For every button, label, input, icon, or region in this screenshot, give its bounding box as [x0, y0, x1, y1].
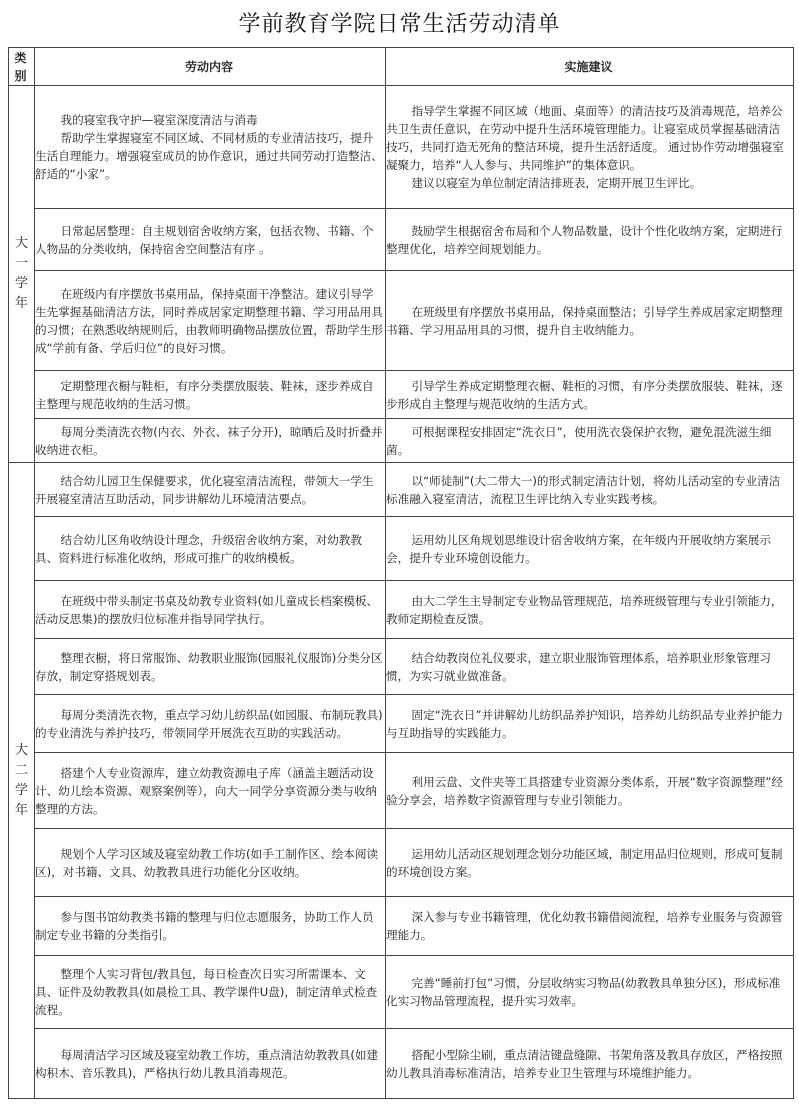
suggestion-cell [386, 1029, 794, 1099]
table-header-row [9, 48, 794, 86]
content-paragraph: 搭建个人专业资源库，建立幼教资源电子库（涵盖主题活动设计、幼儿绘本资源、观察案例等），向大一同学分享资源分类与收纳整理的方法。 [35, 765, 378, 816]
content-cell [35, 695, 386, 753]
content-paragraph: 整理衣橱，将日常服饰、幼教职业服饰(园服礼仪服饰)分类分区存放，制定穿搭规划表。 [35, 650, 383, 683]
table-row [9, 371, 794, 419]
content-cell [35, 86, 386, 209]
content-paragraph: 整理个人实习背包/教具包，每日检查次日实习所需课本、文具、证件及幼教教具(如晨检工具、教学课件U盘)，制定清单式检查流程。 [35, 967, 378, 1017]
content-cell [35, 753, 386, 829]
table-row [9, 753, 794, 829]
suggestion-paragraph: 引导学生养成定期整理衣橱、鞋柜的习惯，有序分类摆放服装、鞋袜，逐步形成自主整理与规范收纳的生活方式。 [386, 378, 783, 411]
suggestion-paragraph: 固定“洗衣日”并讲解幼儿纺织品养护知识，培养幼儿纺织品专业养护能力与互助指导的实践能力。 [386, 707, 783, 740]
suggestion-paragraph: 可根据课程安排固定“洗衣日”，使用洗衣袋保护衣物，避免混洗滋生细菌。 [386, 424, 772, 457]
content-cell [35, 271, 386, 371]
table-row [9, 517, 794, 581]
content-paragraph: 帮助学生掌握寝室不同区域、不同材质的专业清洁技巧，提升生活自理能力。增强寝室成员的协作意识，通过共同劳动打造整洁、舒适的“小家”。 [35, 131, 383, 181]
suggestion-cell [386, 829, 794, 897]
content-paragraph: 在班级中带头制定书桌及幼教专业资料(如儿童成长档案模板、活动反思集)的摆放归位标准并指导同学执行。 [35, 593, 379, 626]
suggestion-paragraph: 以“师徒制”(大二带大一)的形式制定清洁计划，将幼儿活动室的专业清洁标准融入寝室清洁，流程卫生评比纳入专业实践考核。 [386, 473, 781, 506]
content-paragraph: 日常起居整理：自主规划宿舍收纳方案，包括衣物、书籍、个人物品的分类收纳，保持宿舍空间整洁有序 。 [35, 223, 374, 256]
category-cell [9, 463, 35, 1099]
content-cell [35, 581, 386, 639]
content-paragraph: 结合幼儿园卫生保健要求，优化寝室清洁流程，带领大一学生开展寝室清洁互助活动，同步讲解幼儿环境清洁要点。 [35, 473, 374, 506]
suggestion-paragraph: 结合幼教岗位礼仪要求，建立职业服饰管理体系，培养职业形象管理习惯，为实习就业做准备。 [386, 650, 771, 683]
table-row [9, 86, 794, 209]
table-row [9, 419, 794, 463]
suggestion-paragraph: 指导学生掌握不同区域（地面、桌面等）的清洁技巧及消毒规范，培养公共卫生责任意识，在劳动中提升生活环境管理能力。让寝室成员掌握基础清洁技巧，共同打造无死角的整洁环境，提升生活舒适度。 通过协作劳动增强寝室凝聚力，培养“人人参与、共同维护”的集体意识。 [386, 104, 784, 172]
suggestion-paragraph: 由大二学生主导制定专业物品管理规范，培养班级管理与专业引领能力，教师定期检查反馈。 [386, 593, 783, 626]
table-row [9, 639, 794, 695]
content-paragraph: 在班级内有序摆放书桌用品，保持桌面干净整洁。建议引导学生先掌握基础清洁方法，同时养成居家定期整理书籍、学习用品用具的习惯；在熟悉收纳规则后，由教师明确物品摆放位置，帮助学生形成“学前有备、学后归位”的良好习惯。 [35, 286, 383, 355]
table-row [9, 209, 794, 271]
suggestion-paragraph: 完善“睡前打包”习惯，分层收纳实习物品(幼教教具单独分区)，形成标准化实习物品管理流程，提升实习效率。 [386, 976, 781, 1008]
content-cell [35, 209, 386, 271]
content-cell [35, 419, 386, 463]
suggestion-cell [386, 956, 794, 1029]
table-row [9, 1029, 794, 1099]
content-paragraph: 规划个人学习区域及寝室幼教工作坊(如手工制作区、绘本阅读区)，对书籍、文具、幼教教具进行功能化分区收纳。 [35, 846, 379, 879]
suggestion-paragraph: 运用幼儿区角规划思维设计宿舍收纳方案，在年级内开展收纳方案展示会，提升专业环境创设能力。 [386, 532, 771, 565]
table-row [9, 463, 794, 517]
table-row [9, 829, 794, 897]
content-cell [35, 639, 386, 695]
category-label: 大一学年 [14, 236, 28, 311]
suggestion-paragraph: 建议以寝室为单位制定清洁排班表，定期开展卫生评比。 [411, 176, 702, 190]
labor-checklist-table [8, 47, 794, 1099]
suggestion-cell [386, 271, 794, 371]
suggestion-cell [386, 581, 794, 639]
suggestion-cell [386, 897, 794, 956]
category-label: 大二学年 [14, 742, 28, 818]
suggestion-cell [386, 371, 794, 419]
suggestion-paragraph: 运用幼儿活动区规划理念划分功能区域，制定用品归位规则，形成可复制的环境创设方案。 [386, 846, 783, 879]
header-content: 劳动内容 [35, 48, 386, 86]
content-cell [35, 371, 386, 419]
header-category: 类别 [9, 48, 35, 86]
suggestion-paragraph: 在班级里有序摆放书桌用品，保持桌面整洁；引导学生养成居家定期整理书籍、学习用品用具的习惯，提升自主收纳能力。 [386, 304, 783, 337]
table-row [9, 956, 794, 1029]
content-cell [35, 956, 386, 1029]
table-row [9, 581, 794, 639]
content-cell [35, 829, 386, 897]
content-paragraph: 定期整理衣橱与鞋柜，有序分类摆放服装、鞋袜，逐步养成自主整理与规范收纳的生活习惯。 [35, 378, 374, 411]
content-paragraph: 参与图书馆幼教类书籍的整理与归位志愿服务，协助工作人员制定专业书籍的分类指引。 [35, 910, 374, 942]
content-paragraph: 我的寝室我守护—寝室深度清洁与消毒 [60, 113, 258, 127]
suggestion-paragraph: 鼓励学生根据宿舍布局和个人物品数量，设计个性化收纳方案，定期进行整理优化，培养空间规划能力。 [386, 223, 783, 256]
table-row [9, 695, 794, 753]
suggestion-cell [386, 86, 794, 209]
suggestion-cell [386, 639, 794, 695]
suggestion-cell [386, 517, 794, 581]
content-paragraph: 结合幼儿区角收纳设计理念，升级宿舍收纳方案，对幼教教具、资料进行标准化收纳，形成可推广的收纳模板。 [35, 532, 362, 565]
content-cell [35, 897, 386, 956]
category-cell [9, 86, 35, 463]
suggestion-paragraph: 利用云盘、文件夹等工具搭建专业资源分类体系，开展“数字资源整理”经验分享会，培养数字资源管理与专业引领能力。 [386, 774, 783, 807]
content-paragraph: 每周清洁学习区域及寝室幼教工作坊，重点清洁幼教教具(如建构积木、音乐教具)，严格执行幼儿教具消毒规范。 [35, 1047, 379, 1080]
suggestion-paragraph: 搭配小型除尘刷，重点清洁键盘缝隙、书架角落及教具存放区，严格按照幼儿教具消毒标准清洁，培养专业卫生管理与环境维护能力。 [386, 1047, 783, 1080]
content-cell [35, 463, 386, 517]
table-row [9, 271, 794, 371]
suggestion-cell [386, 753, 794, 829]
content-paragraph: 每周分类清洗衣物，重点学习幼儿纺织品(如园服、布制玩教具)的专业清洗与养护技巧，带领同学开展洗衣互助的实践活动。 [35, 707, 383, 740]
content-cell [35, 1029, 386, 1099]
content-paragraph: 每周分类清洗衣物(内衣、外衣、袜子分开)，晾晒后及时折叠并收纳进衣柜。 [35, 424, 383, 457]
content-cell [35, 517, 386, 581]
header-suggestion: 实施建议 [386, 48, 794, 86]
suggestion-paragraph: 深入参与专业书籍管理，优化幼教书籍借阅流程，培养专业服务与资源管理能力。 [386, 910, 783, 942]
table-row [9, 897, 794, 956]
suggestion-cell [386, 695, 794, 753]
suggestion-cell [386, 419, 794, 463]
page-title: 学前教育学院日常生活劳动清单 [238, 12, 561, 37]
suggestion-cell [386, 209, 794, 271]
suggestion-cell [386, 463, 794, 517]
